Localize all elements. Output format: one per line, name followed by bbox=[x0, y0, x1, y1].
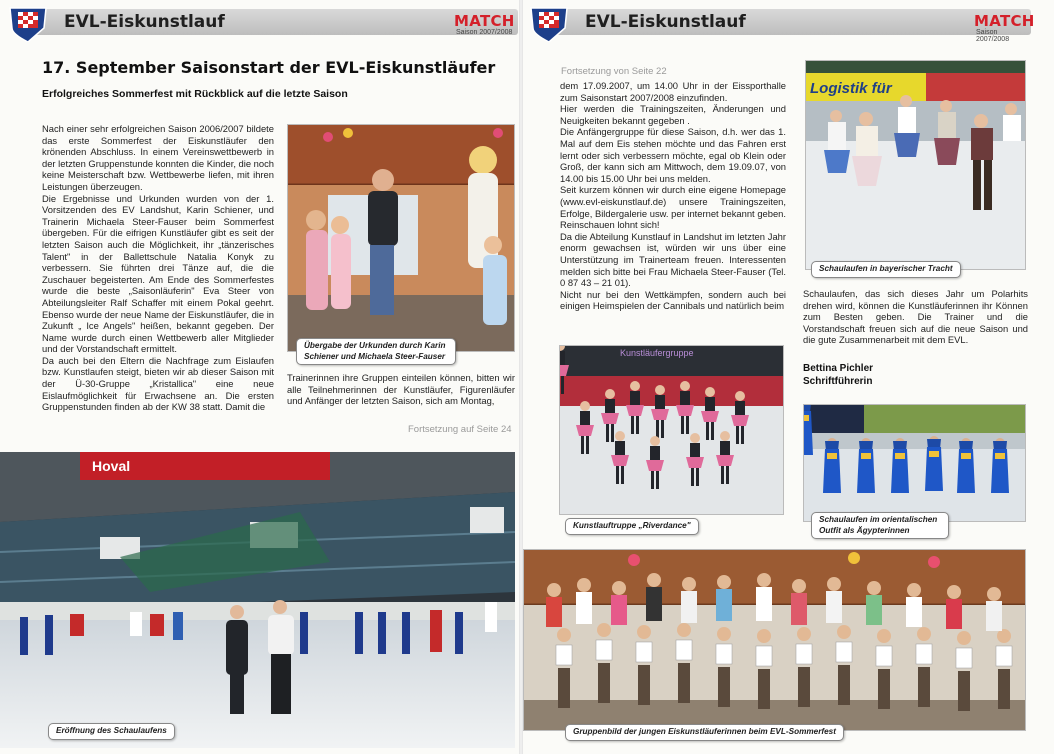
tracht-photo bbox=[805, 60, 1026, 270]
hoval-banner: Hoval bbox=[92, 458, 131, 474]
club-crest-icon bbox=[527, 2, 571, 42]
article-subheadline: Erfolgreiches Sommerfest mit Rückblick auf die letzte Saison bbox=[42, 88, 348, 100]
article-column-2: Trainerinnen ihre Gruppen einteilen können, bitten wir alle Teilnehmerinnen der Kunstläufer, Figurenläufer und Anfänger der letzten Saison, sich am Montag, bbox=[287, 372, 515, 407]
awards-caption: Übergabe der Urkunden durch Karin Schiener und Michaela Steer-Fauser bbox=[296, 338, 456, 365]
right-header-bar bbox=[547, 9, 1035, 43]
header-title: EVL-Eiskunstlauf bbox=[64, 12, 225, 32]
arena-opening-photo bbox=[0, 452, 515, 748]
article-continuation-column: dem 17.09.2007, um 14.00 Uhr in der Eissporthalle zum Saisonstart 2007/2008 einzufinden. Hier werden die Trainingszeiten, Änderungen und Neuigkeiten bekannt gegeben . Die Anfängergruppe für diese Saison, d.h. wer das 1. Mal auf dem Eis stehen möchte und das Fahren erst lernt oder sich verbessern möchte, egal ob Klein oder Groß, der kann sich am Mittwoch, dem 19.09.07, von 14.00 bis 15.00 Uhr bei uns melden. Seit kurzem können wir durch eine eigene Homepage (www.evl-eiskunstlauf.de) unsere Trainingszeiten, Erfolge, Bildergalerie usw. per internet bekannt geben. Reinschauen lohnt sich! Da die Abteilung Kunstlauf in Landshut im letzten Jahr enorm gewachsen ist, würden wir uns über eine Unterstützung im Trainerteam freuen. Interessenten melden sich bitte bei Frau Michaela Steer-Fauser (Tel. 0 87 43 – 21 01). Nicht nur bei den Wettkämpfen, sondern auch bei einigen Heimspielen der Cannibals und natürlich beim bbox=[560, 80, 786, 312]
riverdance-caption: Kunstlauftruppe „Riverdance" bbox=[565, 518, 699, 535]
author-signature: Bettina Pichler Schriftführerin bbox=[803, 363, 874, 387]
tracht-caption: Schaulaufen in bayerischer Tracht bbox=[811, 261, 961, 278]
header-title: EVL-Eiskunstlauf bbox=[585, 12, 746, 32]
egypt-caption: Schaulaufen im orientalischen Outfit als Ägypterinnen bbox=[811, 512, 949, 539]
club-crest-icon bbox=[6, 2, 50, 42]
awards-photo bbox=[287, 124, 515, 352]
right-page bbox=[523, 0, 1054, 754]
left-page bbox=[0, 0, 519, 754]
article-column-1: Nach einer sehr erfolgreichen Saison 2006/2007 bildete das erste Sommerfest der Eiskunstläufer den krönenden Abschluss. In einem Vereinswettbewerb in der letzten Gruppenstunde konnten die Kinder, die noch keine Meisterschaft bzw. Wettbewerbe liefen, mit ihren Leistungen überzeugen. Die Ergebnisse und Urkunden wurden von der 1. Vorsitzenden des EV Landshut, Karin Schiener, und Trainerin Michaela Steer-Fauser beim Sommerfest übergeben. Für die eifrigen Kunstläufer gibt es seit der letzten Saison auch die Möglichkeit, ihr „tänzerisches Talent" in der Ballettschule Natalia Konyk zu verbessern. Sie führten drei Tänze auf, die die Zuschauer begeisterten. Am Ende des Sommerfestes wurde die beste „Saisonläuferin" Eva Steer von Abteilungsleiter Ralf Schaffer mit einem Pokal geehrt. Ebenso wurde der neue Name der Eiskunstläufer, die in Zukunft „ Ice Angels" heißen, bekannt gegeben. Der Name wurde durch einen Wettbewerb aller Mitglieder und der Vorstandschaft ermittelt. Da auch bei den Eltern die Nachfrage zum Eislaufen bzw. Kunstlaufen steigt, bieten wir ab dieser Saison mit der Ü-30-Gruppe „Kristallica" eine neue Eislaufmöglichkeit für Erwachsene an. Die ersten Gruppenstunden finden ab der KW 38 statt. Damit die bbox=[42, 123, 274, 413]
group-photo bbox=[523, 549, 1026, 731]
season-label: Saison 2007/2008 bbox=[976, 29, 1010, 43]
continued-from-note: Fortsetzung von Seite 22 bbox=[561, 66, 667, 77]
article-headline: 17. September Saisonstart der EVL-Eiskunstläufer bbox=[42, 58, 496, 77]
egypt-photo bbox=[803, 404, 1026, 522]
group-caption: Gruppenbild der jungen Eiskunstläuferinnen beim EVL-Sommerfest bbox=[565, 724, 844, 741]
season-label: Saison 2007/2008 bbox=[456, 29, 513, 36]
kunstlaeufergruppe-banner: Kunstläufergruppe bbox=[620, 348, 694, 358]
logistik-banner: Logistik für bbox=[810, 80, 892, 97]
riverdance-photo bbox=[559, 345, 784, 515]
article-closing-column: Schaulaufen, das sich dieses Jahr um Polarhits drehen wird, können die Kunstläuferinnen ihr Können zum Besten geben. Die Trainer und die Vorstandschaft freuen sich auf die neue Saison und die gute Zusammenarbeit mit dem EVL. bbox=[803, 288, 1028, 346]
match-logo: MATCH bbox=[454, 12, 515, 30]
match-logo: MATCH bbox=[974, 12, 1035, 30]
arena-caption: Eröffnung des Schaulaufens bbox=[48, 723, 175, 740]
continued-note: Fortsetzung auf Seite 24 bbox=[408, 424, 512, 435]
left-header-bar bbox=[24, 9, 518, 35]
